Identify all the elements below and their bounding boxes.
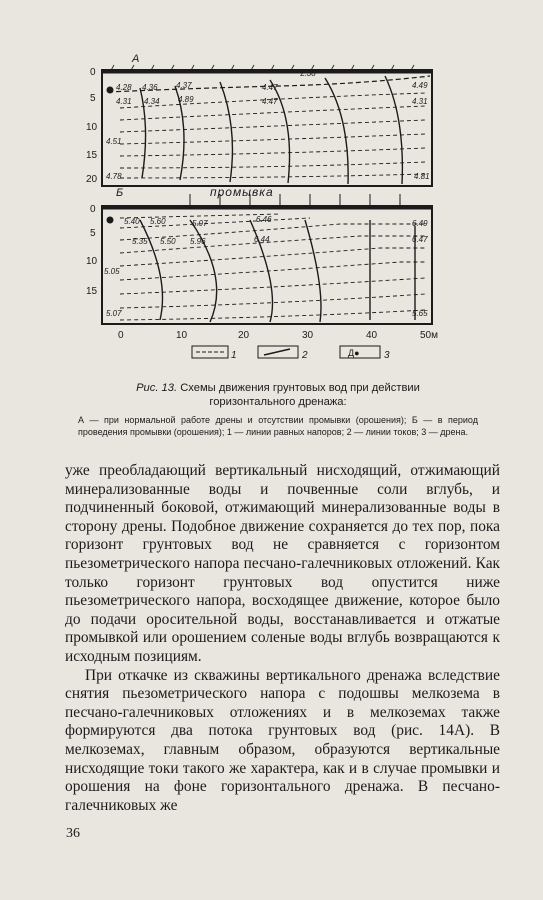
- caption-figure-number: Рис. 13.: [136, 382, 178, 394]
- groundwater-flow-figure: [80, 48, 458, 370]
- a-value: 4.31: [412, 97, 428, 106]
- x-tick: 10: [176, 330, 188, 341]
- panel-a-depth-15: 15: [86, 150, 98, 161]
- a-value: 4.36: [142, 83, 158, 92]
- page-number: 36: [66, 826, 80, 841]
- a-value: 4.78: [106, 172, 122, 181]
- b-value: 5.40: [124, 217, 140, 226]
- panel-a-depth-0: 0: [90, 67, 96, 78]
- top-surface-value: 2.38: [300, 69, 316, 78]
- x-tick: 30: [302, 330, 314, 341]
- b-value: 6.44: [254, 235, 270, 244]
- x-tick: 20: [238, 330, 250, 341]
- figure-drawing: [80, 48, 458, 370]
- a-value: 4.28: [116, 83, 132, 92]
- b-value: 5.50: [160, 237, 176, 246]
- caption-title: [78, 381, 478, 409]
- body-text: [65, 462, 500, 815]
- a-value: 4.51: [106, 137, 122, 146]
- panel-a-depth-10: 10: [86, 122, 98, 133]
- a-value: 4.34: [144, 97, 160, 106]
- a-value: 4.89: [178, 95, 194, 104]
- legend-number-2: 2: [302, 350, 308, 361]
- figure-legend: [192, 346, 390, 361]
- legend-number-1: 1: [231, 350, 237, 361]
- paragraph: При откачке из скважины вертикального дренажа вследствие снятия пьезометрического напора с подошвы мелкозема в песчано-галечниковых отложениях и в мелкоземах также формируются два потока грунтовых вод (рис. 14А). В мелкоземах, главным образом, образуются вертикальные нисходящие токи такого же характера, как и в случае промывки и орошения на фоне горизонтального дренажа. В песчано-галечниковых же: [65, 666, 500, 814]
- a-value: 4.49: [412, 81, 428, 90]
- a-value: 4.47: [262, 83, 278, 92]
- x-tick: 0: [118, 330, 124, 341]
- a-value: 4.31: [116, 97, 132, 106]
- figure-caption: [78, 381, 478, 438]
- panel-a-label: А: [132, 53, 140, 65]
- panel-b-depth-0: 0: [90, 204, 96, 215]
- panel-a-depth-20: 20: [86, 174, 98, 185]
- panel-b-depth-5: 5: [90, 228, 96, 239]
- legend-drain-icon: Д●: [348, 348, 360, 358]
- legend-flowline-icon: [264, 349, 290, 355]
- b-value: 5.65: [412, 309, 428, 318]
- caption-title-line2: горизонтального дренажа:: [209, 396, 347, 408]
- x-tick: 50м: [420, 330, 438, 341]
- a-value: 4.37: [176, 81, 192, 90]
- irrigation-label: промывка: [210, 185, 274, 199]
- legend-number-3: 3: [384, 350, 390, 361]
- b-value: 5.97: [192, 219, 208, 228]
- legend-box-3: [340, 346, 380, 358]
- panel-b-label: Б: [116, 187, 124, 199]
- panel-a-depth-5: 5: [90, 93, 96, 104]
- b-value: 6.49: [412, 219, 428, 228]
- b-value: 5.96: [190, 237, 206, 246]
- b-value: 5.35: [132, 237, 148, 246]
- a-value: 4.47: [262, 97, 278, 106]
- b-value: 6.46: [256, 215, 272, 224]
- b-value: 5.60: [150, 217, 166, 226]
- b-value: 6.47: [412, 235, 428, 244]
- panel-b: [102, 194, 432, 324]
- panel-b-depth-15: 15: [86, 286, 98, 297]
- caption-title-line1: Схемы движения грунтовых вод при действии: [177, 382, 420, 394]
- paragraph: уже преобладающий вертикальный нисходящий, отжимающий минерализованные воды и почвенные соли вглубь, и подчиненный боковой, отжимающий минерализованные воды в сторону дрены. Подобное движение сохраняется до тех пор, пока горизонт грунтовых вод не сравняется с горизонтом пьезометрического напора песчано-галечниковых отложений. Как только горизонт грунтовых вод опустится ниже пьезометрического напора, восходящее движение, которое было до подачи оросительной воды, восстанавливается и отжатые промывкой или орошением соленые воды вглубь возвращаются к исходным позициям.: [65, 462, 500, 665]
- x-tick: 40: [366, 330, 378, 341]
- panel-b-depth-10: 10: [86, 256, 98, 267]
- b-value: 5.07: [106, 309, 122, 318]
- a-value: 4.81: [414, 172, 430, 181]
- b-value: 5.05: [104, 267, 120, 276]
- caption-legend: А — при нормальной работе дрены и отсутствии промывки (орошения); Б — в период проведения промывки (орошения); 1 — линии равных напоров; 2 — линии токов; 3 — дрена.: [78, 415, 478, 437]
